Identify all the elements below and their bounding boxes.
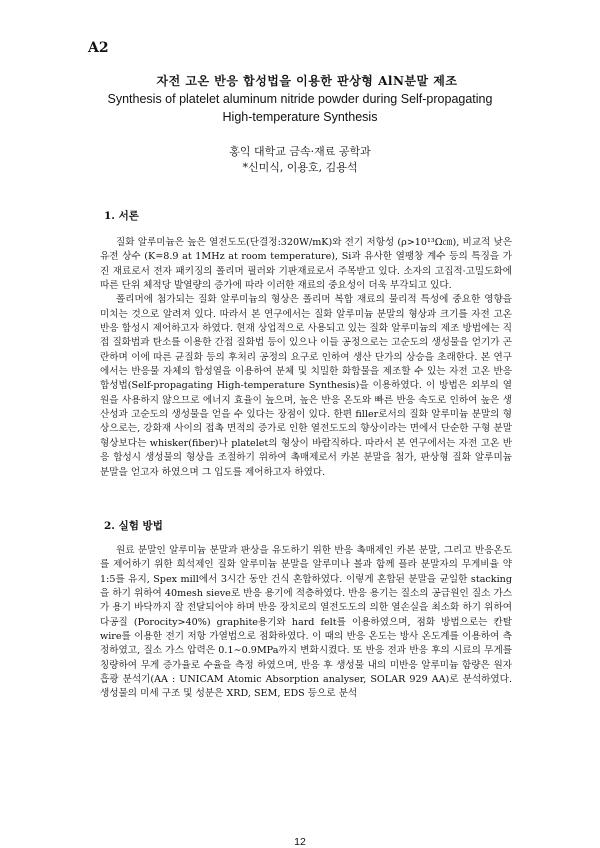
section-2-body [100, 544, 512, 702]
authors: *신미식, 이용호, 김용석 [242, 161, 358, 174]
title-block [0, 72, 600, 125]
page-number: 12 [294, 836, 306, 848]
title-english-line1: Synthesis of platelet aluminum nitride powder during Self-propagating [107, 92, 493, 106]
section-1-paragraph-1: 질화 알루미늄은 높은 열전도도(단결정:320W/mK)와 전기 저항성 (ρ>10¹³Ω㎝), 비교적 낮은 유전 상수 (K=8.9 at 1MHz at room temperature), Si과 유사한 열팽창 계수 등의 특징을 가진 재료로서 전자 패키징의 폴리머 필러와 기판재료로서 주목받고 있다. 소자의 고집적·고밀도화에 따른 단위 체적당 발열량의 증가에 따라 이러한 재료의 중요성이 더욱 부각되고 있다. [100, 237, 512, 292]
page-code: A2 [88, 40, 109, 56]
section-2-paragraph-1: 원료 분말인 알루미늄 분말과 판상을 유도하기 위한 반응 촉매제인 카본 분말, 그리고 반응온도를 제어하기 위한 희석제인 질화 알루미늄 분말을 알루미나 볼과 함께 플라 분말자의 무게비율 약 1:5를 유지, Spex mill에서 3시간 동안 건식 혼합하였다. 이렇게 혼합된 분말을 균일한 stacking을 하기 위하여 40mesh sieve로 반응 용기에 적층하였다. 반응 용기는 질소의 공급원인 질소 가스가 용기 바닥까지 잘 전달되어야 하며 반응 장치로의 열전도도의 의한 열손실을 최소화 하기 위하여 다공질 (Porocity>40%) graphite용기와 hard felt를 이용하였으며, 점화 방법으로는 칸탈 wire를 이용한 전기 저항 가열법으로 점화하였다. 이 때의 반응 온도는 방사 온도계를 이용하여 측정하였고, 질소 가스 압력은 0.1∼0.9MPa까지 변화시켰다. 또 반응 전과 반응 후의 시료의 무게를 칭량하여 무게 증가율로 수율을 측정 하였으며, 반응 후 생성물 내의 미반응 알루미늄 함량은 원자 흡광 분석기(AA : UNICAM Atomic Absorption analyser, SOLAR 929 AA)로 분석하였다. 생성물의 미세 구조 및 성분은 XRD, SEM, EDS 등으로 분석 [100, 545, 512, 700]
section-2-heading: 2. 실험 방법 [104, 520, 163, 532]
section-1-heading: 1. 서론 [104, 210, 139, 222]
section-1-paragraph-2: 폴리머에 첨가되는 질화 알루미늄의 형상은 폴리머 복합 재료의 물리적 특성에 중요한 영향을 미치는 것으로 알려져 있다. 따라서 본 연구에서는 질화 알루미늄 분말의 형상과 크기를 자전 고온 반응 합성시 제어하고자 하였다. 현재 상업적으로 사용되고 있는 질화 알루미늄의 제조 방법에는 직접 질화법과 탄소를 이용한 간접 질화법 등이 있으나 이들 공정으로는 고순도의 생성물을 얻기가 곤란하며 이에 따른 균질화 등의 후처리 공정의 요구로 인하여 생산 단가의 상승을 초래한다. 본 연구에서는 반응물 자체의 합성열을 이용하여 분체 및 치밀한 화합물을 제조할 수 있는 자전 고온 반응 합성법(Self-propagating High-temperature Synthesis)을 이용하였다. 이 방법은 외부의 열원을 사용하지 않으므로 에너지 효율이 높으며, 높은 반응 온도와 빠른 반응 속도로 인하여 높은 생산성과 고순도의 생성물을 얻을 수 있다는 장점이 있다. 한편 filler로서의 질화 알루미늄 분말의 형상으로는, 강화재 사이의 접촉 면적의 증가로 인한 열전도도의 향상이라는 면에서 단순한 구형 분말 형상보다는 whisker(fiber)나 platelet의 형상이 바람직하다. 따라서 본 연구에서는 자전 고온 반응 합성시 생성물의 형상을 조절하기 위하여 촉매제로서 카본 분말을 첨가, 판상형 질화 알루미늄 분말을 얻고자 하였으며 그 입도를 제어하고자 하였다. [100, 294, 512, 478]
author-block [0, 144, 600, 176]
affiliation: 홍익 대학교 금속·재료 공학과 [229, 145, 371, 158]
section-1-body [100, 236, 512, 480]
title-korean: 자전 고온 반응 합성법을 이용한 판상형 AlN분말 제조 [156, 74, 458, 88]
title-english-line2: High-temperature Synthesis [222, 110, 378, 124]
